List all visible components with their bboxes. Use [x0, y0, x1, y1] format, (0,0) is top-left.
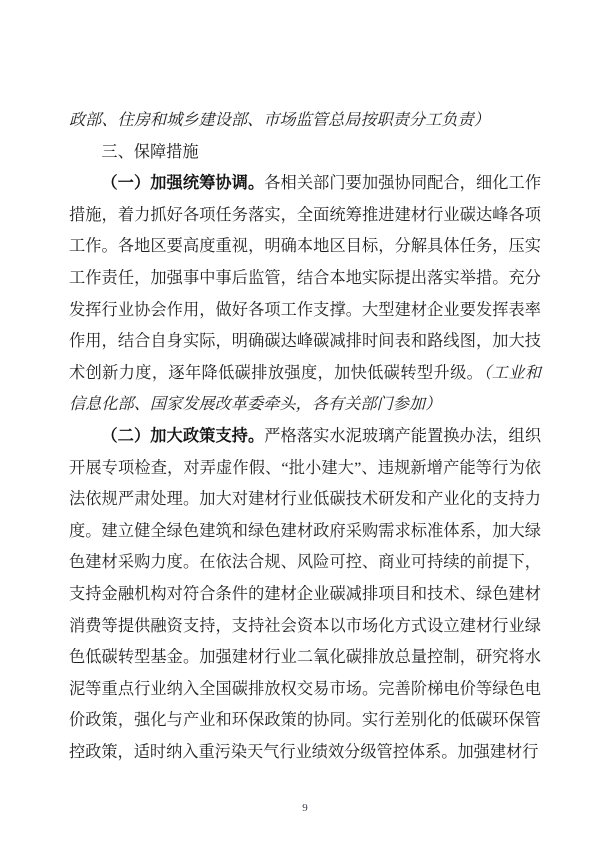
paragraph-2-body: 严格落实水泥玻璃产能置换办法，组织开展专项检查，对弄虚作假、“批小建大”、违规新增产能等行为依法依规严肃处理。加大对建材行业低碳技术研发和产业化的支持力度。建立健全绿色建筑和绿色建材政府采购需求标准体系，加大绿色建材采购力度。在依法合规、风险可控、商业可持续的前提下，支持金融机构对符合条件的建材企业碳减排项目和技术、绿色建材消费等提供融资支持，支持社会资本以市场化方式设立建材行业绿色低碳转型基金。加强建材行业二氧化碳排放总量控制，研究将水泥等重点行业纳入全国碳排放权交易市场。完善阶梯电价等绿色电价政策，强化与产业和环保政策的协同。实行差别化的低碳环保管控政策，适时纳入重污染天气行业绩效分级管控体系。加强建材行	[69, 426, 542, 761]
continuation-line: 政部、住房和城乡建设部、市场监管总局按职责分工负责）	[69, 111, 490, 129]
paragraph-2	[69, 421, 541, 769]
paragraph-1-attribution: （工业和信息化部、国家发展改革委牵头，各有关部门参加）	[69, 363, 541, 414]
page-number: 9	[302, 802, 308, 814]
paragraph-2-lead: （二）加大政策支持。	[101, 426, 265, 445]
document-body	[69, 105, 541, 768]
section-heading: 三、保障措施	[101, 142, 199, 161]
paragraph-1-lead: （一）加强统筹协调。	[101, 174, 265, 193]
paragraph-1-body: 各相关部门要加强协同配合，细化工作措施，着力抓好各项任务落实，全面统筹推进建材行业碳达峰各项工作。各地区要高度重视，明确本地区目标，分解具体任务，压实工作责任，加强事中事后监管，结合本地实际提出落实举措。充分发挥行业协会作用，做好各项工作支撑。大型建材企业要发挥表率作用，结合自身实际，明确碳达峰碳减排时间表和路线图，加大技术创新力度，逐年降低碳排放强度，加快低碳转型升级。	[69, 174, 542, 382]
paragraph-1	[69, 168, 541, 421]
